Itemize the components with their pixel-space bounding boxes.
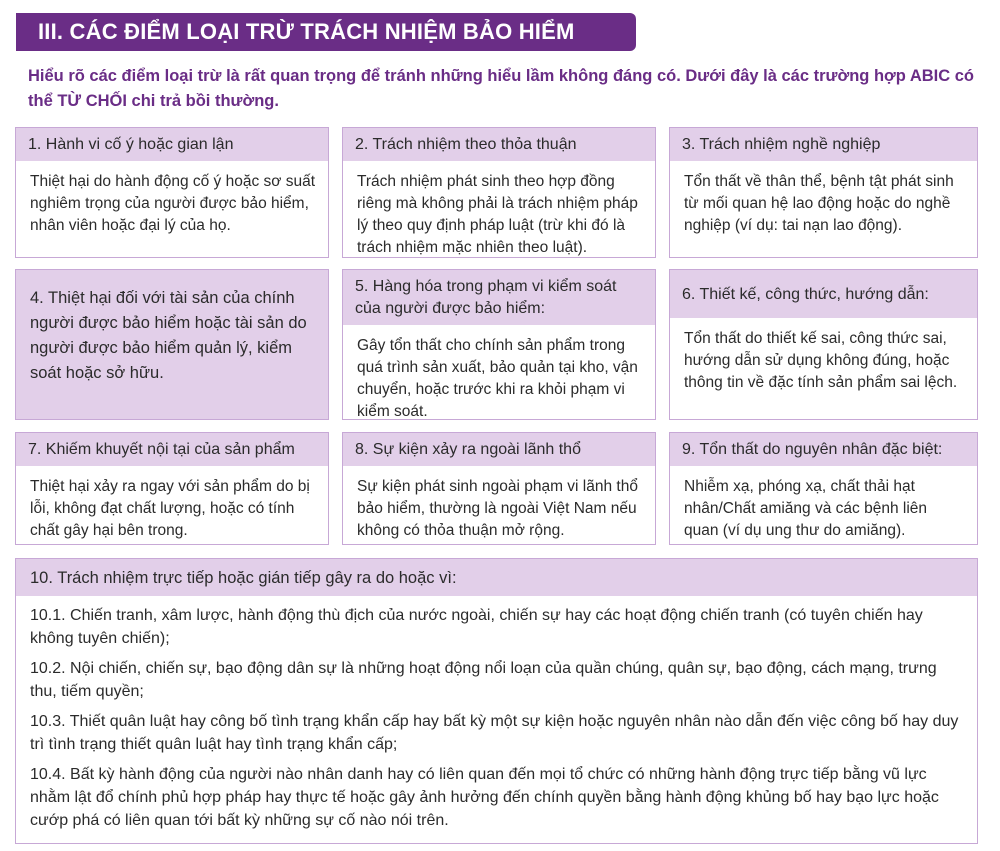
exclusion-card-heading: 5. Hàng hóa trong phạm vi kiểm soát của người được bảo hiểm: [343, 270, 655, 325]
exclusion-card-body: Sự kiện phát sinh ngoài phạm vi lãnh thổ bảo hiểm, thường là ngoài Việt Nam nếu không có thỏa thuận mở rộng. [357, 478, 638, 539]
exclusion-card-body: Thiệt hại xảy ra ngay với sản phẩm do bị lỗi, không đạt chất lượng, hoặc có tính chất gây hại bên trong. [30, 478, 310, 539]
exclusion-card-7 [15, 432, 329, 545]
exclusion-card-heading: 9. Tổn thất do nguyên nhân đặc biệt: [670, 433, 977, 466]
exclusion-card-body: Nhiễm xạ, phóng xạ, chất thải hạt nhân/Chất amiăng và các bệnh liên quan (ví dụ ung thư do amiăng). [684, 478, 927, 539]
exclusion-card-3 [669, 127, 978, 258]
list-item: 10.1. Chiến tranh, xâm lược, hành động thù địch của nước ngoài, chiến sự hay các hoạt động chiến tranh (có tuyên chiến hay không tuyên chiến); [30, 607, 923, 647]
exclusion-card-heading: 4. Thiệt hại đối với tài sản của chính người được bảo hiểm hoặc tài sản do người được bảo hiểm quản lý, kiểm soát hoặc sở hữu. [30, 289, 307, 382]
intro-text-end: chi trả bồi thường. [126, 92, 279, 110]
exclusion-card-4 [15, 269, 329, 420]
intro-emphasis: TỪ CHỐI [57, 92, 127, 110]
exclusion-card-10 [15, 558, 978, 844]
exclusion-card-2 [342, 127, 656, 258]
exclusion-card-heading: 2. Trách nhiệm theo thỏa thuận [343, 128, 655, 161]
section-title: III. CÁC ĐIỂM LOẠI TRỪ TRÁCH NHIỆM BẢO HIỂM [16, 13, 636, 51]
exclusion-card-heading: 7. Khiếm khuyết nội tại của sản phẩm [16, 433, 328, 466]
exclusion-card-body: Gây tổn thất cho chính sản phẩm trong quá trình sản xuất, bảo quản tại kho, vận chuyển, hoặc trước khi ra khỏi phạm vi kiểm soát. [357, 337, 638, 420]
exclusion-card-heading: 8. Sự kiện xảy ra ngoài lãnh thổ [343, 433, 655, 466]
exclusion-card-1 [15, 127, 329, 258]
exclusion-card-body: Tổn thất do thiết kế sai, công thức sai, hướng dẫn sử dụng không đúng, hoặc thông tin về đặc tính sản phẩm sai lệch. [684, 330, 958, 391]
list-item: 10.3. Thiết quân luật hay công bố tình trạng khẩn cấp hay bất kỳ một sự kiện hoặc nguyên nhân nào dẫn đến việc công bố hay duy trì tình trạng thiết quân luật hay tình trạng khẩn cấp; [30, 713, 959, 753]
list-item: 10.2. Nội chiến, chiến sự, bạo động dân sự là những hoạt động nổi loạn của quần chúng, quân sự, bạo động, cách mạng, trưng thu, tiếm quyền; [30, 660, 937, 700]
exclusion-card-body: Thiệt hại do hành động cố ý hoặc sơ suất nghiêm trọng của người được bảo hiểm, nhân viên hoặc đại lý của họ. [30, 173, 316, 234]
list-item: 10.4. Bất kỳ hành động của người nào nhân danh hay có liên quan đến mọi tổ chức có những hành động trực tiếp bằng vũ lực nhằm lật đổ chính phủ hợp pháp hay thực tế hoặc gây ảnh hưởng đến chính quyền bằng hành động khủng bố hay bạo lực hoặc cướp phá có liên quan tới bất kỳ những sự cố nào nói trên. [30, 766, 939, 829]
exclusion-card-6 [669, 269, 978, 420]
exclusion-card-body: Tổn thất về thân thể, bệnh tật phát sinh từ mối quan hệ lao động hoặc do nghề nghiệp (ví dụ: tai nạn lao động). [684, 173, 954, 234]
exclusion-card-heading: 6. Thiết kế, công thức, hướng dẫn: [670, 270, 977, 318]
exclusion-card-9 [669, 432, 978, 545]
exclusion-card-body: Trách nhiệm phát sinh theo hợp đồng riêng mà không phải là trách nhiệm pháp lý theo quy định pháp luật (trừ khi đó là trách nhiệm mặc nhiên theo luật). [357, 173, 638, 256]
exclusion-card-body [16, 596, 977, 847]
intro-paragraph [28, 64, 978, 114]
exclusion-card-heading: 1. Hành vi cố ý hoặc gian lận [16, 128, 328, 161]
exclusion-card-8 [342, 432, 656, 545]
exclusion-card-heading: 10. Trách nhiệm trực tiếp hoặc gián tiếp gây ra do hoặc vì: [16, 559, 977, 596]
exclusion-card-5 [342, 269, 656, 420]
intro-text-start: Hiểu rõ các điểm loại trừ là rất quan trọng để tránh những hiểu lầm không đáng có. Dưới đây là các trường hợp ABIC có thể [28, 67, 974, 110]
exclusion-card-heading: 3. Trách nhiệm nghề nghiệp [670, 128, 977, 161]
